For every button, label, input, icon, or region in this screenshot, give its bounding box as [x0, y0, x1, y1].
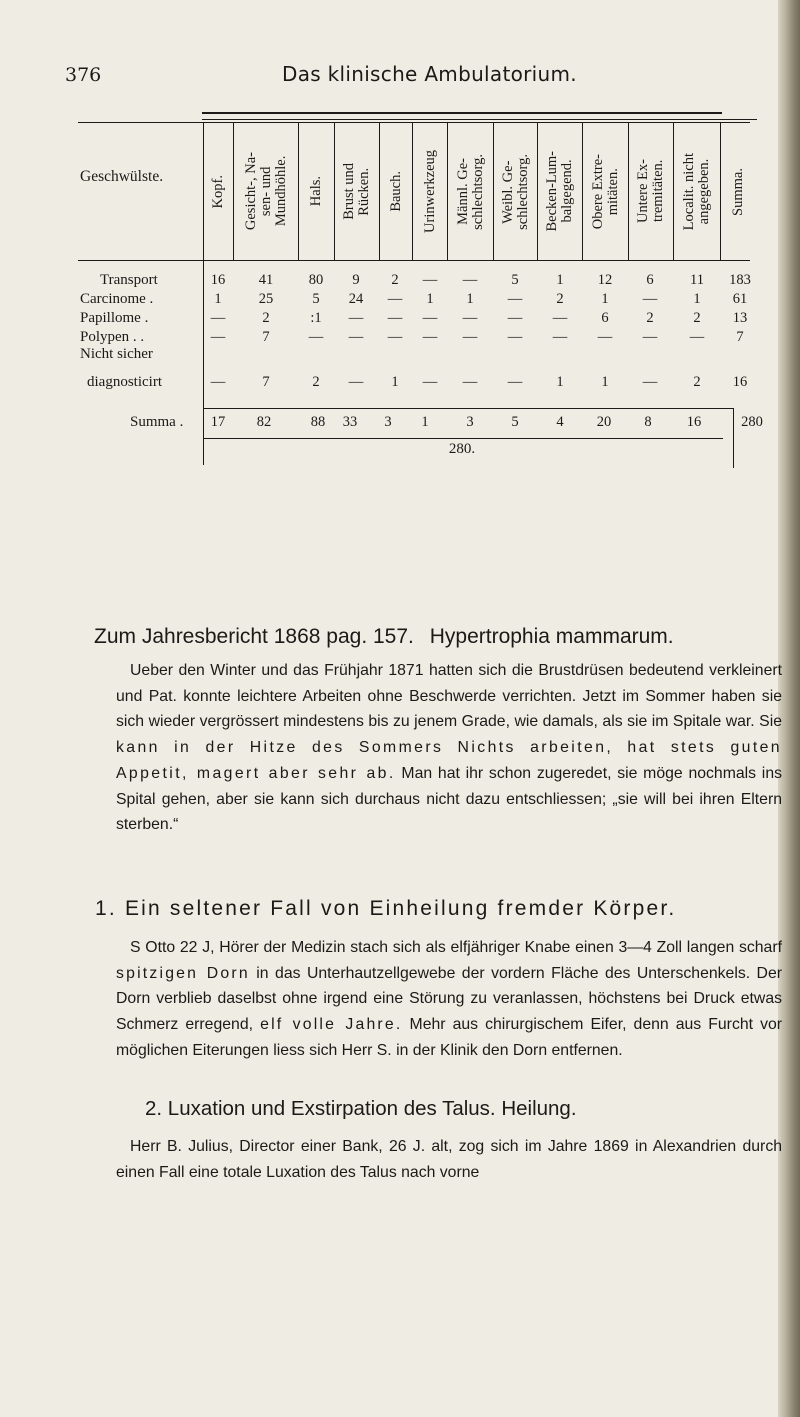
column-header [494, 125, 537, 258]
table-cell: — [642, 291, 658, 307]
paragraph-section-1 [116, 935, 782, 1064]
table-cell: 1 [693, 291, 701, 307]
table-cell: — [348, 374, 364, 390]
table-cell: 7 [262, 329, 270, 345]
table-cell: :1 [310, 310, 322, 326]
row-label: diagnosticirt [87, 374, 162, 390]
row-label: Papillome . [80, 310, 149, 326]
column-header [204, 125, 233, 258]
table-cell: — [387, 291, 403, 307]
row-header-label: Geschwülste. [80, 168, 164, 185]
table-cell: 5 [511, 272, 519, 288]
column-header-text: Obere Extre- mitäten. [589, 153, 621, 230]
column-header-text: Brust und Rücken. [341, 163, 372, 220]
column-header-text: Bauch. [387, 171, 404, 212]
table-cell: 2 [693, 374, 701, 390]
table-cell: — [507, 310, 523, 326]
table-cell: 1 [556, 272, 564, 288]
summa-cell: 8 [644, 414, 652, 430]
table-cell: — [597, 329, 613, 345]
table-cell: 1 [214, 291, 222, 307]
column-header-text: Untere Ex- tremitäten. [635, 159, 666, 224]
table-cell: 13 [732, 310, 748, 326]
table-cell: 61 [732, 291, 748, 307]
column-header [413, 125, 447, 258]
column-header [299, 125, 334, 258]
table-cell: 183 [729, 272, 751, 288]
paragraph-section-2 [116, 1134, 782, 1185]
summa-right-rule [733, 408, 734, 468]
summa-cell: 82 [256, 414, 272, 430]
table-cell: — [689, 329, 705, 345]
paragraph-hypertrophia [116, 658, 782, 838]
table-cell: 2 [262, 310, 270, 326]
table-cell: — [642, 374, 658, 390]
summa-bottom-rule [203, 438, 723, 439]
summa-cell: 4 [556, 414, 564, 430]
section-heading-1: 1. Ein seltener Fall von Einheilung fremder Körper. [95, 897, 677, 920]
column-header [674, 125, 720, 258]
summa-total-below: 280. [448, 441, 476, 457]
row-label: Carcinome . [80, 291, 154, 307]
table-cell: 1 [556, 374, 564, 390]
column-header [380, 125, 412, 258]
column-header [448, 125, 493, 258]
table-cell: — [348, 329, 364, 345]
summa-cell: 3 [384, 414, 392, 430]
paragraph-text: S Otto 22 J, Hörer der Medizin stach sich als elfjähriger Knabe einen 3—4 Zoll langen scharf [130, 939, 782, 956]
column-header-text: Gesicht-, Na- sen- und Mundhöhle. [242, 152, 289, 231]
summa-cell: 280 [741, 414, 763, 430]
table-cell: — [422, 272, 438, 288]
summa-label: Summa . [130, 414, 184, 430]
column-header-text: Urinwerkzeug [421, 150, 438, 233]
table-cell: 1 [466, 291, 474, 307]
summa-cell: 16 [686, 414, 702, 430]
table-header-rule [78, 122, 750, 123]
table-cell: 16 [732, 374, 748, 390]
table-cell: — [642, 329, 658, 345]
summa-cell: 88 [310, 414, 326, 430]
table-cell: 16 [210, 272, 226, 288]
table-cell: 2 [391, 272, 399, 288]
table-top-rule [202, 112, 722, 114]
summa-cell: 20 [596, 414, 612, 430]
table-cell: 1 [601, 291, 609, 307]
table-cell: 6 [601, 310, 609, 326]
table-cell: 24 [348, 291, 364, 307]
column-header [335, 125, 379, 258]
table-cell: — [387, 310, 403, 326]
heading-title: Hypertrophia mammarum. [429, 625, 674, 648]
paragraph-text: Ueber den Winter und das Frühjahr 1871 hatten sich die Brustdrüsen bedeutend verkleinert und Pat. konnte leichtere Arbeiten ohne Beschwerde verrichten. Jetzt im Sommer haben sie sich wieder vergrössert mindestens bis zu jenem Grade, wie damals, als sie im Spitale war. Sie [116, 662, 782, 731]
row-label: Polypen . . [80, 329, 145, 345]
summa-top-rule [203, 408, 733, 409]
table-cell: — [462, 272, 478, 288]
table-cell: 2 [312, 374, 320, 390]
spaced-emphasis: elf volle Jahre. [260, 1016, 403, 1034]
table-cell: 1 [391, 374, 399, 390]
column-header-text: Localit. nicht angegeben. [681, 152, 712, 231]
page-number: 376 [65, 64, 102, 86]
summa-cell: 17 [210, 414, 226, 430]
column-header [629, 125, 673, 258]
table-cell: 11 [690, 272, 704, 288]
table-cell: 25 [258, 291, 274, 307]
table-cell: — [462, 310, 478, 326]
table-cell: — [422, 374, 438, 390]
table-cell: — [552, 329, 568, 345]
paragraph-text: in das Unterhautzellgewebe der vordern Fläche des Unterschenkels. Der Dorn verblieb daselbst ohne irgend eine Störung zu veranlassen, höchstens bei Druck etwas Schmerz erregend, [116, 964, 783, 1034]
column-header [721, 125, 755, 258]
table-cell: 41 [258, 272, 274, 288]
table-cell: 6 [646, 272, 654, 288]
table-cell: 5 [312, 291, 320, 307]
column-header-text: Becken-Lum- balgegend. [544, 151, 575, 232]
table-header-bottom-rule [78, 260, 750, 261]
column-header-text: Weibl. Ge- schlechtsorg. [499, 153, 531, 230]
column-header [583, 125, 628, 258]
table-cell: — [507, 374, 523, 390]
table-top-rule-2 [202, 119, 757, 120]
running-title: Das klinische Ambulatorium. [282, 62, 577, 86]
table-cell: — [210, 329, 226, 345]
table-cell: 1 [426, 291, 434, 307]
column-header [538, 125, 582, 258]
table-cell: — [210, 374, 226, 390]
spaced-emphasis: kann in der Hitze des Sommers Nichts arbeiten, hat stets guten Appetit, magert aber sehr ab. [116, 739, 782, 782]
section-heading-hypertrophia [94, 625, 674, 649]
column-header-text: Hals. [308, 176, 324, 207]
summa-cell: 5 [511, 414, 519, 430]
summa-cell: 3 [466, 414, 474, 430]
table-cell: — [210, 310, 226, 326]
table-cell: 2 [646, 310, 654, 326]
table-cell: 7 [262, 374, 270, 390]
table-cell: 12 [597, 272, 613, 288]
spaced-emphasis: spitzigen Dorn [116, 964, 250, 982]
table-cell: 7 [736, 329, 744, 345]
table-cell: 9 [352, 272, 360, 288]
table-cell: — [308, 329, 324, 345]
table-cell: 1 [601, 374, 609, 390]
table-cell: — [462, 329, 478, 345]
table-cell: 2 [556, 291, 564, 307]
summa-cell: 1 [421, 414, 429, 430]
row-label: Nicht sicher [80, 346, 153, 362]
table-cell: — [387, 329, 403, 345]
table-cell: 80 [308, 272, 324, 288]
table-cell: — [552, 310, 568, 326]
column-header-text: Kopf. [210, 174, 226, 209]
row-label: Transport [100, 272, 158, 288]
table-cell: — [348, 310, 364, 326]
paragraph-text: Man hat ihr schon zugeredet, sie möge nochmals ins Spital gehen, aber sie kann sich durchaus nicht dazu entschliessen; „sie will bei ihren Eltern sterben.“ [116, 764, 783, 834]
paragraph-text: Mehr aus chirurgischem Eifer, denn aus Furcht vor möglichen Eiterungen liess sich Herr S. in der Klinik den Dorn entfernen. [116, 1016, 783, 1059]
summa-cell: 33 [342, 414, 358, 430]
column-header [234, 125, 298, 258]
column-header-text: Männl. Ge- schlechtsorg. [454, 153, 486, 230]
table-cell: — [422, 310, 438, 326]
table-cell: — [462, 374, 478, 390]
column-header-text: Summa. [729, 167, 746, 216]
paragraph-text: Herr B. Julius, Director einer Bank, 26 J. alt, zog sich im Jahre 1869 in Alexandrien durch einen Fall eine totale Luxation des Talus nach vorne [116, 1138, 782, 1181]
table-cell: — [422, 329, 438, 345]
section-heading-2: 2. Luxation und Exstirpation des Talus. Heilung. [145, 1097, 577, 1120]
table-cell: — [507, 329, 523, 345]
table-cell: 2 [693, 310, 701, 326]
heading-reference: Zum Jahresbericht 1868 pag. 157. [94, 625, 414, 648]
table-cell: — [507, 291, 523, 307]
